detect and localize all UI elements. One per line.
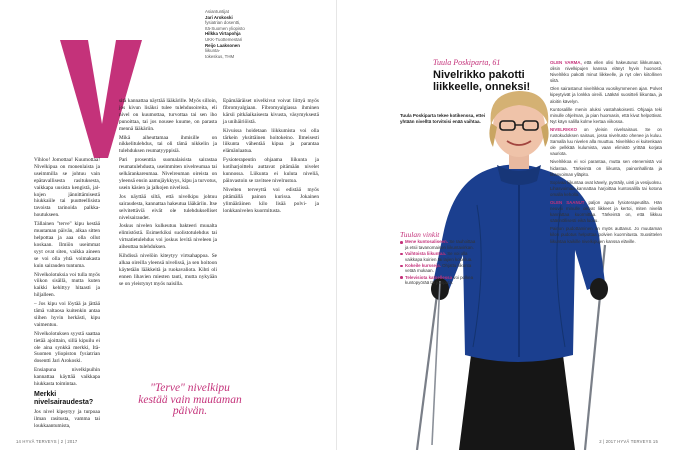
tips-box — [400, 232, 478, 287]
paragraph: sitä kannattaa näyttää lääkärille. Myös silloin, jos kivun lisäksi tulee tulehdusoireita, eli nivel on kuumottaa, turvottaa tai sen iho punoittaa, tai jos nousee kuume, on parasta mennä lääkäriin. — [119, 98, 217, 132]
page-footer-left: 14 HYVÄ TERVEYS | 2 | 2017 — [16, 439, 78, 444]
article-column-3 — [223, 98, 319, 217]
tip-item: Mene kuntosaliseen. Se rauhoittaa ja etsii tavanomaisen liikuntavirkan. — [400, 239, 478, 250]
interview-tag: Tuula Poskiparta, 61 — [433, 58, 501, 67]
paragraph: OLEN SAANUT paljon apua fysioterapeutilta. Hän neuvoi minulle oikeat liikkeet ja kertoi, miten niveliä kannattaa kuormittaa. Tärkeintä on, että liikkuu säännöllisesti eikä luovu. — [550, 199, 662, 224]
paragraph: Tällainen "terve" kipu kestää muutaman päivän, alkaa sitten helpottaa ja aaa olla ollut koskaan. Ilmiön useimmat syyt ovat siten, vaikka aineen se voi olla yhtä voimakasta kuin sairauden tuntuma. — [34, 221, 100, 269]
paragraph: Painon pudottaminen on myös auttanut. Jo muutaman kilon pudotus helpottaa polvien kuormitusta. Suosittelen liikuntaa kaikille nivelkipujen kanssa eläville. — [550, 226, 662, 244]
photo-caption: Tuula Poskiparta tekee kotikenssa, ettei yhtään nivelltä torvitsisi enää vaihtaa. — [400, 113, 485, 124]
paragraph: Nivelkolotuksen syystä saattaa tietää ajoittain, sillä kipuilu ei ole aina synkkä merkki, Itä-Suomen yliopiston fysiatrian dosentti Jari Arokoski. — [34, 330, 100, 365]
tip-item: Vaihtoista liikuntaa. Se voi olla vaikkapa koirien tai lajien kokeilua. — [400, 251, 478, 262]
expert-name-1: Jari Arokoski — [205, 14, 233, 20]
tip-item: Kokeile kursseja. Ohjattu liikunta vetää mukaan. — [400, 263, 478, 274]
expert-role-3b: tokeskus, THM — [205, 53, 235, 59]
paragraph: Mikä aiheuttamaa ihmisille on nikkelitulehdus, tai oli tämä nikkelin ja tulehduksen reumatyyppisiä. — [119, 134, 217, 155]
right-page — [337, 0, 674, 450]
section-heading: Merkki nivelsairaudesta? — [34, 391, 94, 406]
paragraph: Vihloo! Jomottaa! Kuumottaa! Nivelkipua on monenlaista ja useimmilla se johtuu vain epätavallisesta rasituksesta, vaikkapa uusista kengistä, jalkojen jännittämisestä hiukkaiile tai puutteellisista tavoista tarinoida palkkahoutukseen. — [34, 157, 100, 219]
paragraph: Joskus nivelen kulkeutuu bakteeri muualta elimistöstä. Esimerkiksi suolistotulehdus tai virtsatietulehdus voi joskus levitä niveleen ja aiheuttaa tulehduksen. — [119, 223, 217, 251]
paragraph: Kuntosalille menin aluksi vastahakoisesti. Ohjaaja teki minulle ohjelman, ja pian huomasin, että kivut helpottivat. Nyt käyn salilla kolme kertaa viikossa. — [550, 106, 662, 124]
paragraph: – Jos kipu voi löytää ja jättää tämä valtaosa kuitenkin antaa siihen hyvin herkästi, kipu vaimentuu. — [34, 301, 100, 328]
paragraph: Pari prosenttia suomalaisista sairastaa reumatulehdusta, useimmiten nivelreumaa tai selkärankareumaa. Nivelreuman oireista on yleensä ensin aamujäykkyys, kipu ja turvotus, usein käsien ja jalkojen nivelissä. — [119, 157, 217, 191]
paragraph: Epämääräiset nivelkivut voivat liittyä myös fibromyalgiaan. Fibromyalgiassa ihminen kärsii pitkäaikaisesta kivusta, väsymyksestä ja unihäiriöistä. — [223, 98, 319, 125]
paragraph: NIVELRIKKO on yleisin nivelsairaus. Se on rustokudoksen sairaus, jossa nivelrusto ohenee ja kuluu. Samalla luu nivelen alla muuttuu. Nivelrikko ei kuitenkaan ole pelkkää kulumista, vaan elimistö yrittää korjata vauriota. — [550, 126, 662, 157]
expert-label: Asiantuntijat — [205, 9, 229, 14]
expert-name-2: Hilkka Virtapohja — [205, 31, 241, 37]
paragraph: Olen sairastanut nivelrikkoa vuosikymmenen ajan. Polvet kipeytyivät ja lonkka oireili. Lääkäri suositteli liikuntaa, ja aloitin kävelyn. — [550, 86, 662, 104]
article-column-1 — [34, 157, 100, 432]
paragraph: Nivelkolotuksia voi tulla myös viikon sisällä, mutta kuten kaikki kehittyy hitaasti ja hiljalleen. — [34, 271, 100, 299]
paragraph: Fysioterapeutin ohjaama liikunta ja kotiharjoittelu auttavat pitämään nivelet kunnossa. Liikunta ei kuluta niveliä, päinvastoin se ravitsee nivelrustoa. — [223, 157, 319, 184]
paragraph: Ensiapuna nivelkipuihin kannattaa käyttää vaikkapa hiukkasta toimintaa. — [34, 367, 100, 388]
tips-heading: Tuulan vinkit — [400, 230, 440, 239]
paragraph: Jos nivel kipeytyy ja turpoaa ilman rasitusta, vamma tai loukkaantumista, — [34, 409, 100, 429]
page-footer-right: 2 | 2017 HYVÄ TERVEYS 15 — [599, 439, 658, 444]
article-column-2 — [119, 98, 217, 290]
paragraph: Sopivaa liikuntaa ovat kävely, pyöräily, uinti ja vesijuoksu. Lihasvoimaa kannattaa harjoittaa kuntosalilla tai kotona omalla keholla. — [550, 179, 662, 197]
paragraph: Kihdissä nivelöin kiteytyy virtsahappoa. Se alkaa oireilla yleensä nivelissä, ja sen hoitoon käytetään lääkkeitä ja ruokavaliota. Kihti oli ennen lihavien miesten tauti, mutta nykyään se on yleistynyt myös naisilla. — [119, 253, 217, 287]
expert-role-2: UKK-Tuottemestari — [205, 36, 243, 42]
tip-item: Televisiota katsellessa voi polkea kuntopyörää tai jumpata. — [400, 275, 478, 286]
expert-name-3: Reijo Laaksonen — [205, 42, 240, 48]
interview-column — [550, 60, 662, 247]
expert-box — [205, 9, 309, 59]
paragraph: Nivelten terveyttä voi edistää myös pitämällä painon kurissa. Jokainen ylimääräinen kilo lisää polvi- ja lonkkanivelen kuormitusta. — [223, 186, 319, 214]
expert-role-1b: Itä-Suomen yliopisto — [205, 25, 245, 31]
article-title: Nivelrikko pakotti liikkeelle, onneksi! — [433, 69, 531, 93]
paragraph: Kivuissa hoidetaan liikkumista voi olla tärkein yksittäinen hoitokeino. Ilmeisesti liikunta vähentää kipua ja parantaa elämänlaatua. — [223, 127, 319, 155]
pull-quote: "Terve" nivelkipu kestää vain muutaman päivän. — [138, 382, 242, 417]
expert-role-1: fysiatrian dosentti, — [205, 20, 241, 26]
paragraph: Jos näyttää siltä, että nivelkipu johtuu sairaudesta, kannattaa hakeutua lääkäriin. Itse selvitettäviä eivät ole tulehdukselliset nivelsairaudet. — [119, 193, 217, 221]
paragraph: Nivelrikkoa ei voi parantaa, mutta sen etenemistä voi hidastaa. Tärkeintä on liikunta, painonhallinta ja lihasvoiman ylläpito. — [550, 159, 662, 177]
paragraph: OLEN VARMA, että ellen olisi hakeutunut liikkumaan, olisin nivelkipujen kanssa elänyt hyvin huonosti. Nivelrikko pakotti minut liikkeelle, ja nyt olen kiitollinen siitä. — [550, 60, 662, 84]
expert-role-3: liikunta- — [205, 48, 221, 54]
